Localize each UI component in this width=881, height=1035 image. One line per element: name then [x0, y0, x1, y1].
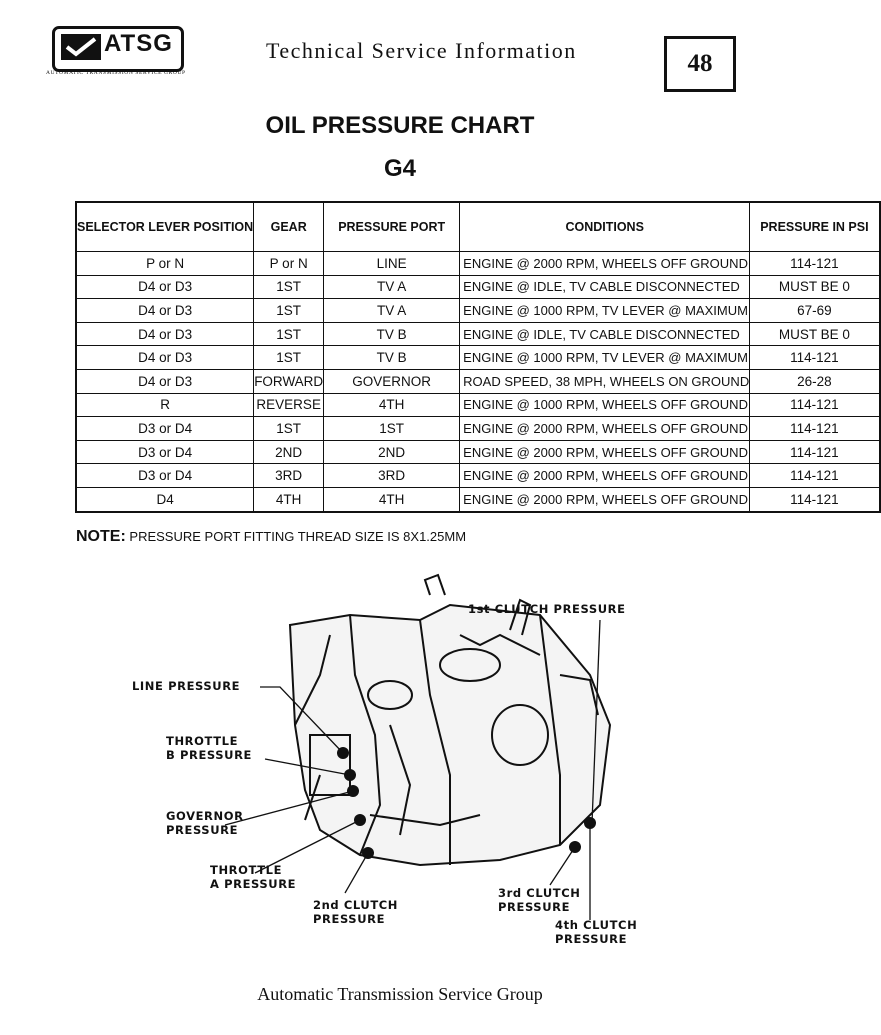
cell-port: TV A [324, 299, 460, 323]
cell-conditions: ENGINE @ 2000 RPM, WHEELS OFF GROUND [460, 464, 750, 488]
cell-conditions: ENGINE @ 2000 RPM, WHEELS OFF GROUND [460, 487, 750, 511]
note [76, 528, 466, 546]
cell-gear: P or N [254, 252, 324, 276]
cell-selector: D3 or D4 [76, 440, 254, 464]
label-throttle-a-pressure: THROTTLE A PRESSURE [210, 863, 297, 891]
cell-port: TV B [324, 346, 460, 370]
table-row [76, 393, 880, 417]
table-row [76, 299, 880, 323]
label-line-pressure: LINE PRESSURE [132, 679, 241, 693]
cell-conditions: ENGINE @ 1000 RPM, TV LEVER @ MAXIMUM [460, 299, 750, 323]
cell-port: 3RD [324, 464, 460, 488]
cell-conditions: ENGINE @ IDLE, TV CABLE DISCONNECTED [460, 275, 750, 299]
cell-pressure: 114-121 [750, 487, 880, 511]
cell-selector: D4 or D3 [76, 369, 254, 393]
cell-pressure: 114-121 [750, 464, 880, 488]
cell-selector: P or N [76, 252, 254, 276]
cell-pressure: 114-121 [750, 252, 880, 276]
cell-pressure: 26-28 [750, 369, 880, 393]
page-number: 48 [664, 36, 736, 92]
label-throttle-b-pressure: THROTTLE B PRESSURE [166, 734, 253, 762]
cell-gear: 1ST [254, 299, 324, 323]
cell-gear: FORWARD [254, 369, 324, 393]
cell-port: GOVERNOR [324, 369, 460, 393]
cell-pressure: MUST BE 0 [750, 275, 880, 299]
cell-port: 4TH [324, 393, 460, 417]
document-type: Technical Service Information [266, 38, 577, 63]
cell-conditions: ENGINE @ 1000 RPM, TV LEVER @ MAXIMUM [460, 346, 750, 370]
cell-gear: 1ST [254, 346, 324, 370]
table-row [76, 252, 880, 276]
label-2nd-clutch-pressure: 2nd CLUTCH PRESSURE [313, 898, 399, 926]
table-header-row [76, 202, 880, 252]
cell-gear: 1ST [254, 275, 324, 299]
cell-gear: 1ST [254, 417, 324, 441]
cell-selector: D3 or D4 [76, 417, 254, 441]
cell-pressure: 114-121 [750, 346, 880, 370]
table-row [76, 487, 880, 511]
cell-port: 4TH [324, 487, 460, 511]
label-1st-clutch-pressure: 1st CLUTCH PRESSURE [468, 602, 626, 616]
footer: Automatic Transmission Service Group [257, 984, 543, 1004]
table-row [76, 322, 880, 346]
note-text: PRESSURE PORT FITTING THREAD SIZE IS 8X1.25MM [129, 529, 467, 544]
cell-pressure: 114-121 [750, 440, 880, 464]
cell-gear: 1ST [254, 322, 324, 346]
header-port: PRESSURE PORT [324, 202, 460, 252]
cell-pressure: MUST BE 0 [750, 322, 880, 346]
table-row [76, 464, 880, 488]
header-selector: SELECTOR LEVER POSITION [76, 202, 254, 252]
header-conditions: CONDITIONS [460, 202, 750, 252]
cell-port: 2ND [324, 440, 460, 464]
oil-pressure-table [75, 201, 881, 513]
page-subtitle: G4 [383, 155, 416, 182]
cell-conditions: ENGINE @ IDLE, TV CABLE DISCONNECTED [460, 322, 750, 346]
cell-conditions: ENGINE @ 2000 RPM, WHEELS OFF GROUND [460, 417, 750, 441]
cell-pressure: 114-121 [750, 417, 880, 441]
header-gear: GEAR [254, 202, 324, 252]
note-label: NOTE: [76, 528, 126, 545]
logo-subtext: AUTOMATIC TRANSMISSION SERVICE GROUP [46, 70, 186, 76]
cell-port: LINE [324, 252, 460, 276]
cell-conditions: ENGINE @ 2000 RPM, WHEELS OFF GROUND [460, 440, 750, 464]
header-pressure: PRESSURE IN PSI [750, 202, 880, 252]
label-3rd-clutch-pressure: 3rd CLUTCH PRESSURE [498, 886, 581, 914]
cell-gear: 3RD [254, 464, 324, 488]
cell-gear: 4TH [254, 487, 324, 511]
label-4th-clutch-pressure: 4th CLUTCH PRESSURE [555, 918, 638, 946]
cell-conditions: ROAD SPEED, 38 MPH, WHEELS ON GROUND [460, 369, 750, 393]
checkmark-icon [61, 34, 101, 60]
table-row [76, 417, 880, 441]
table-row [76, 346, 880, 370]
cell-port: TV A [324, 275, 460, 299]
cell-gear: 2ND [254, 440, 324, 464]
table-row [76, 275, 880, 299]
page-title: OIL PRESSURE CHART [265, 112, 535, 139]
cell-selector: D3 or D4 [76, 464, 254, 488]
label-governor-pressure: GOVERNOR PRESSURE [166, 809, 244, 837]
cell-selector: D4 or D3 [76, 322, 254, 346]
cell-pressure: 114-121 [750, 393, 880, 417]
cell-selector: R [76, 393, 254, 417]
cell-conditions: ENGINE @ 1000 RPM, WHEELS OFF GROUND [460, 393, 750, 417]
cell-gear: REVERSE [254, 393, 324, 417]
logo-text: ATSG [104, 30, 173, 57]
table-row [76, 369, 880, 393]
cell-conditions: ENGINE @ 2000 RPM, WHEELS OFF GROUND [460, 252, 750, 276]
table-row [76, 440, 880, 464]
cell-selector: D4 or D3 [76, 346, 254, 370]
cell-selector: D4 [76, 487, 254, 511]
cell-port: TV B [324, 322, 460, 346]
cell-pressure: 67-69 [750, 299, 880, 323]
cell-selector: D4 or D3 [76, 275, 254, 299]
cell-selector: D4 or D3 [76, 299, 254, 323]
cell-port: 1ST [324, 417, 460, 441]
